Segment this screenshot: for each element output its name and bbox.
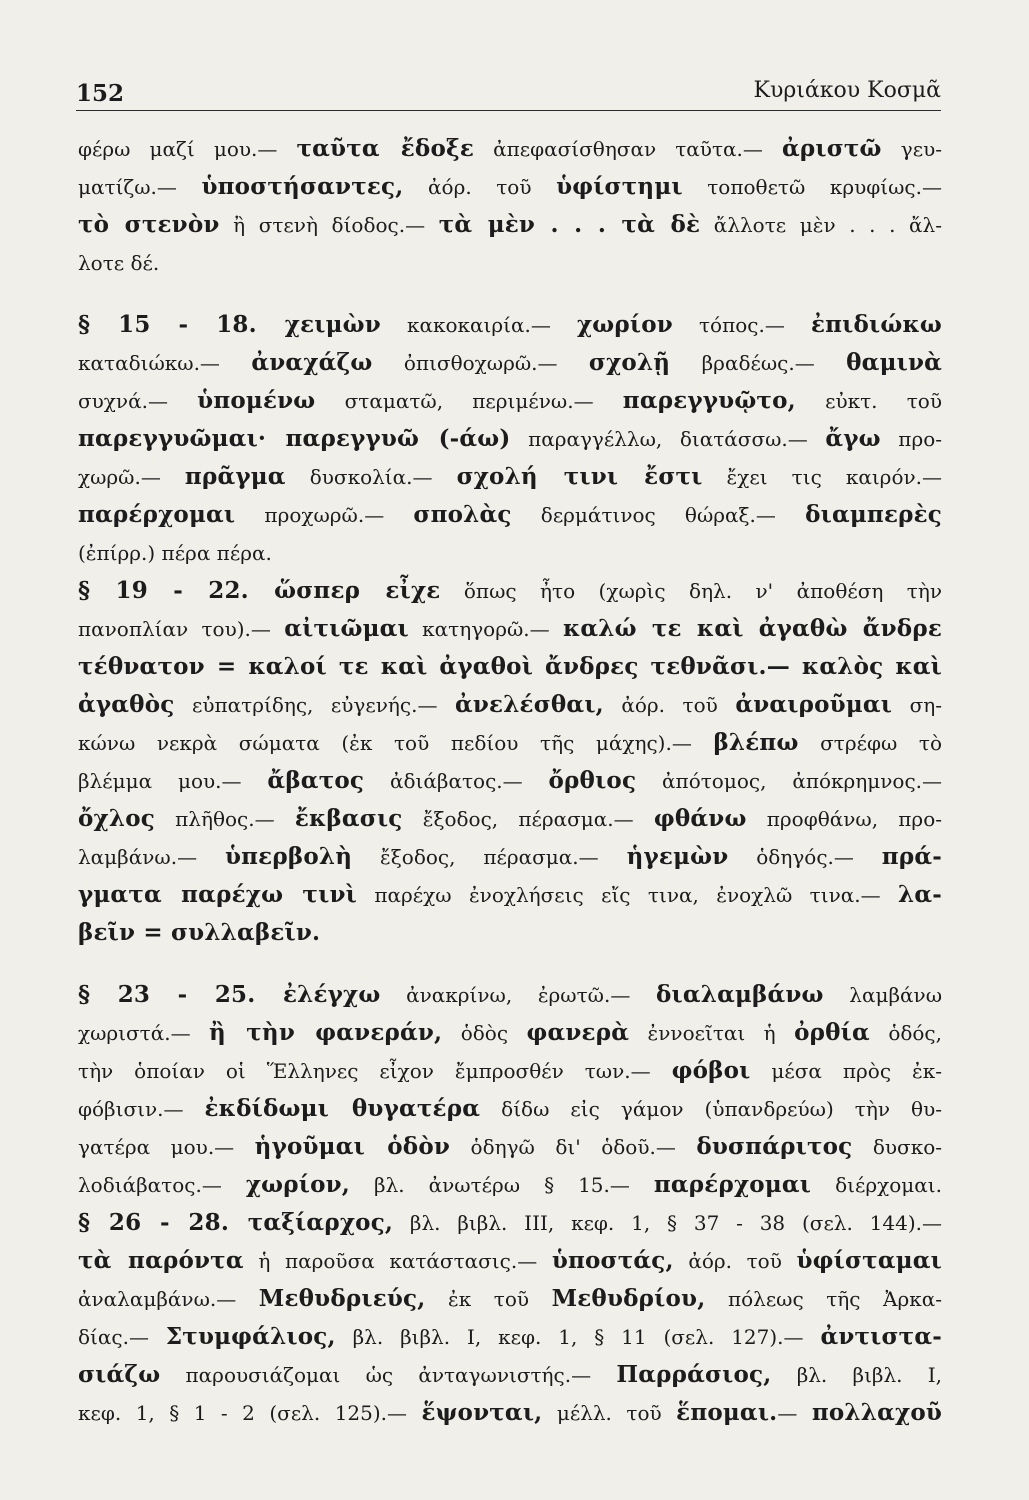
gloss: παρέχω ἐνοχλήσεις εἴς τινα, ἐνοχλῶ τινα.—: [356, 883, 899, 907]
gloss: τοποθετῶ κρυφίως.—: [682, 175, 942, 199]
commentary-text: [78, 130, 942, 1432]
lemma: ἐκδίδωμι θυγατέρα: [204, 1095, 481, 1122]
lemma: ὑποστάς,: [551, 1247, 674, 1274]
lemma: § 19 - 22.: [78, 577, 275, 604]
gloss: τόπος.—: [672, 313, 811, 337]
lemma: ἀνελέσθαι,: [454, 691, 604, 718]
gloss: χωρῶ.—: [78, 465, 185, 489]
gloss: ἢ στενὴ δίοδος.—: [219, 213, 439, 237]
lemma: χωρίον: [576, 311, 673, 338]
gloss: συχνά.—: [78, 389, 198, 413]
text-line: [78, 976, 942, 1014]
lemma: ἐπιδιώκω: [810, 311, 942, 338]
lemma: φόβοι: [671, 1057, 751, 1084]
text-line: [78, 724, 942, 762]
gloss: ἐννοεῖται ἡ: [629, 1021, 795, 1045]
gloss: λοτε δέ.: [78, 251, 160, 275]
gloss: ἔξοδος, πέρασμα.—: [402, 807, 654, 831]
text-line: [78, 1394, 942, 1432]
gloss: ὁδὸς: [442, 1021, 527, 1045]
lemma: ἕψονται,: [421, 1399, 543, 1426]
gloss: ἀπεφασίσθησαν ταῦτα.—: [474, 137, 782, 161]
page-number: 152: [76, 80, 125, 107]
text-line: [78, 1052, 942, 1090]
gloss: προ-: [880, 427, 943, 451]
lemma: Παρράσιος,: [616, 1361, 772, 1388]
lemma: τέθνατον = καλοί τε καὶ ἀγαθοὶ ἄνδρες τεθνᾶσι.— καλὸς καὶ: [78, 653, 942, 680]
lemma: ἡγοῦμαι ὁδὸν: [254, 1133, 451, 1160]
text-line: [78, 206, 942, 244]
gloss: μέσα πρὸς ἐκ-: [750, 1059, 942, 1083]
lemma: ὑποστήσαντες,: [201, 173, 404, 200]
gloss: δερμάτινος θώραξ.—: [511, 503, 806, 527]
lemma: πρά-: [881, 843, 942, 870]
text-line: [78, 534, 942, 572]
gloss: καταδιώκω.—: [78, 351, 252, 375]
lemma: γματα παρέχω τινὶ: [78, 881, 357, 908]
lemma: ταξίαρχος,: [247, 1209, 394, 1236]
gloss: τὴν ὁποίαν οἱ Ἕλληνες εἶχον ἔμπροσθέν των.—: [78, 1059, 672, 1083]
text-line: [78, 458, 942, 496]
gloss: προχωρῶ.—: [235, 503, 414, 527]
lemma: ἐλέγχω: [282, 981, 381, 1008]
text-line: [78, 1204, 942, 1242]
gloss: ματίζω.—: [78, 175, 202, 199]
text-line: [78, 838, 942, 876]
gloss: ὀπισθοχωρῶ.—: [372, 351, 589, 375]
gloss: δυσκο-: [852, 1135, 943, 1159]
gloss: ἄλλοτε μὲν . . . ἄλ-: [700, 213, 942, 237]
text-line: [78, 306, 942, 344]
gloss: δίας.—: [78, 1325, 166, 1349]
lemma: ἀναχάζω: [251, 349, 373, 376]
text-line: [78, 572, 942, 610]
lemma: ἡγεμὼν: [626, 843, 729, 870]
text-line: [78, 648, 942, 686]
gloss: πλῆθος.—: [154, 807, 295, 831]
lemma: Στυμφάλιος,: [165, 1323, 336, 1350]
lemma: σπολὰς: [413, 501, 512, 528]
gloss: πόλεως τῆς Ἀρκα-: [705, 1287, 942, 1311]
gloss: εὐπατρίδης, εὐγενής.—: [174, 693, 455, 717]
gloss: χωριστά.—: [78, 1021, 210, 1045]
lemma: ἀριστῶ: [781, 135, 882, 162]
lemma: ὀρθία: [794, 1019, 870, 1046]
gloss: κακοκαιρία.—: [380, 313, 577, 337]
gloss: κατηγορῶ.—: [408, 617, 563, 641]
gloss: ἔξοδος, πέρασμα.—: [352, 845, 627, 869]
gloss: λαμβάνω: [823, 983, 943, 1007]
lemma: ὑφίσταμαι: [796, 1247, 942, 1274]
lemma: ἀγαθὸς: [78, 691, 175, 718]
text-line: [78, 762, 942, 800]
text-line: [78, 344, 942, 382]
lemma: παρεγγυῷτο,: [622, 387, 796, 414]
lemma: σχολή τινι ἔστι: [456, 463, 703, 490]
running-title-author: Κυριάκου Κοσμᾶ: [753, 78, 941, 103]
gloss: ἀδιάβατος.—: [364, 769, 549, 793]
gloss: δίδω εἰς γάμον (ὑπανδρεύω) τὴν θυ-: [480, 1097, 942, 1121]
gloss: ση-: [892, 693, 943, 717]
lemma: παρέρχομαι: [78, 501, 236, 528]
lemma: διαλαμβάνω: [655, 981, 824, 1008]
gloss: ὁδηγῶ δι' ὁδοῦ.—: [450, 1135, 697, 1159]
gloss: ἀόρ. τοῦ: [403, 175, 557, 199]
gloss: ἀόρ. τοῦ: [603, 693, 736, 717]
gloss: ὁδός,: [869, 1021, 942, 1045]
lemma: ἕπομαι.: [676, 1399, 778, 1426]
lemma: ὥσπερ εἶχε: [274, 577, 441, 604]
gloss: βλέμμα μου.—: [78, 769, 268, 793]
gloss: ἀναλαμβάνω.—: [78, 1287, 259, 1311]
lemma: Μεθυδρίου,: [551, 1285, 706, 1312]
lemma: τὸ στενὸν: [78, 211, 220, 238]
lemma: ἀντιστα-: [820, 1323, 942, 1350]
text-line: [78, 914, 942, 952]
lemma: ὑπομένω: [197, 387, 316, 414]
text-line: [78, 1242, 942, 1280]
gloss: βλ. ἀνωτέρω § 15.—: [350, 1173, 654, 1197]
lemma: § 26 - 28.: [78, 1209, 248, 1236]
gloss: βλ. βιβλ. I,: [771, 1363, 942, 1387]
running-head: [76, 72, 941, 111]
lemma: πολλαχοῦ: [811, 1399, 943, 1426]
text-line: [78, 1356, 942, 1394]
text-line: [78, 1318, 942, 1356]
lemma: καλώ τε καὶ ἀγαθὼ ἄνδρε: [562, 615, 942, 642]
lemma: φθάνω: [653, 805, 747, 832]
gloss: ἔχει τις καιρόν.—: [702, 465, 942, 489]
text-line: [78, 244, 942, 282]
gloss: λαμβάνω.—: [78, 845, 225, 869]
lemma: ἔκβασις: [294, 805, 403, 832]
gloss: γευ-: [881, 137, 942, 161]
lemma: ἄβατος: [267, 767, 365, 794]
gloss: εὐκτ. τοῦ: [795, 389, 942, 413]
lemma: ὄρθιος: [548, 767, 637, 794]
text-line: [78, 1128, 942, 1166]
gloss: βραδέως.—: [670, 351, 847, 375]
lemma: σχολῇ: [588, 349, 671, 376]
text-line: [78, 1014, 942, 1052]
gloss: παρουσιάζομαι ὡς ἀνταγωνιστής.—: [160, 1363, 617, 1387]
lemma: σιάζω: [78, 1361, 161, 1388]
gloss: προφθάνω, προ-: [746, 807, 942, 831]
gloss: κώνω νεκρὰ σώματα (ἐκ τοῦ πεδίου τῆς μάχης).—: [78, 731, 714, 755]
lemma: τὰ μὲν . . . τὰ δὲ: [438, 211, 701, 238]
gloss: —: [777, 1401, 812, 1425]
lemma: Μεθυδριεύς,: [258, 1285, 426, 1312]
text-line: [78, 496, 942, 534]
lemma: ὑφίστημι: [556, 173, 683, 200]
gloss: ἡ παροῦσα κατάστασις.—: [243, 1249, 552, 1273]
gloss: ὅπως ἦτο (χωρὶς δηλ. ν' ἀποθέση τὴν: [440, 579, 942, 603]
lemma: ἢ τὴν φανεράν,: [209, 1019, 443, 1046]
text-line: [78, 1166, 942, 1204]
text-line: [78, 610, 942, 648]
gloss: διέρχομαι.: [811, 1173, 942, 1197]
text-line: [78, 382, 942, 420]
lemma: φανερὰ: [526, 1019, 630, 1046]
gloss: δυσκολία.—: [285, 465, 457, 489]
lemma: διαμπερὲς: [805, 501, 943, 528]
lemma: § 23 - 25.: [78, 981, 283, 1008]
gloss: παραγγέλλω, διατάσσω.—: [510, 427, 826, 451]
gloss: ὁδηγός.—: [728, 845, 882, 869]
text-line: [78, 168, 942, 206]
lemma: § 15 - 18.: [78, 311, 285, 338]
gloss: κεφ. 1, § 1 - 2 (σελ. 125).—: [78, 1401, 422, 1425]
gloss: μέλλ. τοῦ: [542, 1401, 677, 1425]
lemma: λα-: [898, 881, 942, 908]
lemma: πρᾶγμα: [184, 463, 286, 490]
lemma: χειμὼν: [284, 311, 381, 338]
lemma: θαμινὰ: [846, 349, 943, 376]
text-line: [78, 686, 942, 724]
lemma: βλέπω: [713, 729, 799, 756]
text-line: [78, 1280, 942, 1318]
lemma: παρέρχομαι: [653, 1171, 812, 1198]
gloss: σταματῶ, περιμένω.—: [315, 389, 623, 413]
lemma: ταῦτα ἔδοξε: [296, 135, 475, 162]
gloss: λοδιάβατος.—: [78, 1173, 246, 1197]
lemma: ἀναιροῦμαι: [735, 691, 893, 718]
lemma: παρεγγυῶμαι· παρεγγυῶ (-άω): [78, 425, 511, 452]
gloss: πανοπλίαν του).—: [78, 617, 285, 641]
gloss: ἀπότομος, ἀπόκρημνος.—: [636, 769, 943, 793]
text-line: [78, 800, 942, 838]
text-line: [78, 1090, 942, 1128]
gloss: φέρω μαζί μου.—: [78, 137, 297, 161]
gloss: βλ. βιβλ. I, κεφ. 1, § 11 (σελ. 127).—: [335, 1325, 821, 1349]
gloss: ἀόρ. τοῦ: [673, 1249, 797, 1273]
lemma: δυσπάριτος: [696, 1133, 853, 1160]
gloss: βλ. βιβλ. III, κεφ. 1, § 37 - 38 (σελ. 144).—: [393, 1211, 942, 1235]
text-line: [78, 130, 942, 168]
lemma: ὑπερβολὴ: [224, 843, 353, 870]
text-line: [78, 876, 942, 914]
lemma: τὰ παρόντα: [78, 1247, 244, 1274]
lemma: βεῖν = συλλαβεῖν.: [78, 919, 321, 946]
lemma: αἰτιῶμαι: [284, 615, 409, 642]
gloss: στρέφω τὸ: [798, 731, 942, 755]
text-line: [78, 420, 942, 458]
gloss: ἀνακρίνω, ἐρωτῶ.—: [380, 983, 656, 1007]
gloss: γατέρα μου.—: [78, 1135, 255, 1159]
lemma: ὄχλος: [78, 805, 155, 832]
lemma: χωρίον,: [245, 1171, 351, 1198]
lemma: ἄγω: [825, 425, 881, 452]
gloss: (ἐπίρρ.) πέρα πέρα.: [78, 541, 272, 565]
gloss: φόβισιν.—: [78, 1097, 205, 1121]
gloss: ἐκ τοῦ: [425, 1287, 552, 1311]
